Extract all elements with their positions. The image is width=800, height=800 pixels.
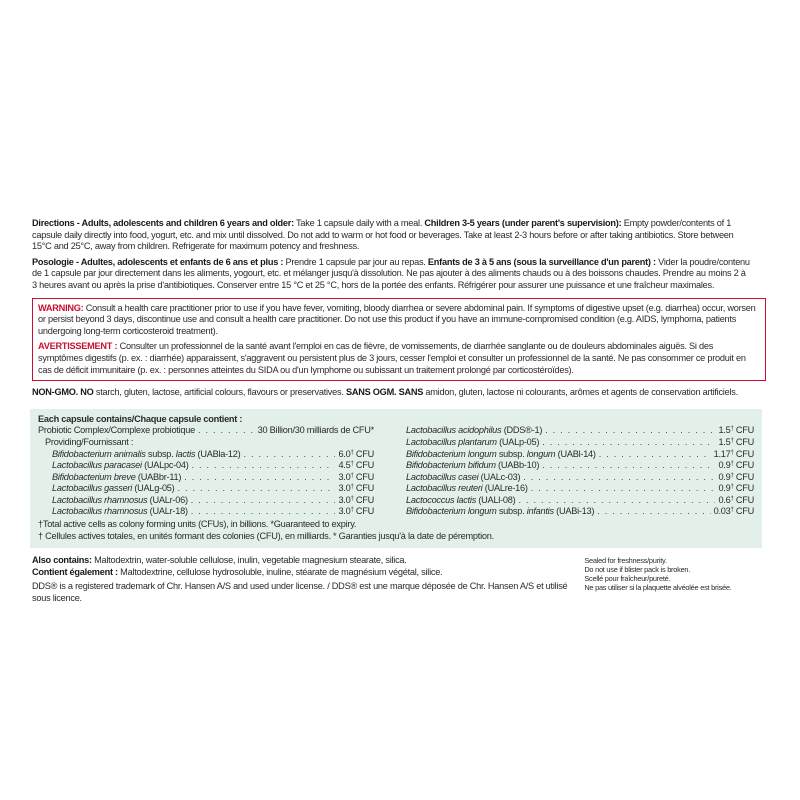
strain-name: Lactobacillus reuteri (UALre-16) [406, 483, 528, 494]
strain-name: Lactobacillus gasseri (UALg-05) [52, 483, 175, 494]
strain-row [38, 449, 374, 461]
leader-dots [198, 425, 255, 437]
strain-name: Lactobacillus acidophilus (DDS®-1) [406, 425, 543, 436]
directions-fr-children-heading: Enfants de 3 à 5 ans (sous la surveillance d'un parent) : [427, 256, 656, 267]
directions-fr-heading: Posologie - Adultes, adolescents et enfants de 6 ans et plus : [32, 256, 284, 267]
leader-dots [192, 460, 336, 472]
warning-fr: AVERTISSEMENT : Consulter un professionnel de la santé avant l'emploi en cas de fièvre, de vomissements, de diarrhée sanglante ou de douleurs abdominales aiguës. Si des symptômes digestifs (p. ex. : diarrhée) apparaissent, s'aggravent ou persistent plus de 3 jours, cesser l'emploi et consulter un professionnel de la santé. Ne pas consommer ce produit en cas de déficit immunitaire (p. ex. : personnes atteintes du SIDA ou d'un lymphome ou subissant un traitement prolongé par corticostéroïdes). [38, 341, 746, 375]
strain-row [38, 495, 374, 507]
ingredients-panel [30, 409, 762, 549]
strain-cfu: 1.17† CFU [713, 448, 754, 459]
directions-en-children-heading: Children 3-5 years (under parent's supervision): [424, 218, 622, 228]
providing-label: Providing/Fournissant : [45, 436, 134, 447]
leader-dots [545, 425, 715, 437]
strain-cfu: 3.0† CFU [338, 483, 374, 494]
warning-en: WARNING: Consult a health care practitioner prior to use if you have fever, vomiting, bloody diarrhea or severe abdominal pain. If symptoms of digestive upset (e.g. diarrhea) occur, worsen or persist beyond 3 days, discontinue use and consult a health care practitioner. Do not use this product if you have an immune-compromised condition (e.g. AIDS, lymphoma, patients undergoing long-term corticosteroid treatment). [38, 302, 756, 336]
strain-row [406, 425, 754, 437]
seal-notice: Sealed for freshness/purity. Do not use if blister pack is broken. Scellé pour fraîcheur/pureté. Ne pas utiliser si la plaquette alvéolée est brisée. [584, 556, 732, 592]
strain-row [406, 437, 754, 449]
leader-dots [531, 483, 716, 495]
footnote-en: †Total active cells as colony forming units (CFUs), in billions. *Guaranteed to expiry. [38, 519, 357, 530]
strain-cfu: 3.0† CFU [338, 506, 374, 517]
strain-name: Lactococcus lactis (UALl-08) [406, 494, 516, 505]
leader-dots [542, 460, 715, 472]
trademark-notice: DDS® is a registered trademark of Chr. Hansen A/S and used under license. / DDS® est une marque déposée de Chr. Hansen A/S et utilisé sous licence. [32, 581, 568, 604]
strain-name: Bifidobacterium longum subsp. infantis (UABi-13) [406, 506, 595, 517]
strain-cfu: 3.0† CFU [338, 494, 374, 505]
ingredients-heading: Each capsule contains/Chaque capsule contient : [38, 413, 243, 424]
leader-dots [597, 506, 710, 518]
strain-row [406, 495, 754, 507]
strain-cfu: 0.9† CFU [718, 460, 754, 471]
strain-cfu: 1.5† CFU [718, 436, 754, 447]
directions-en-heading: Directions - Adults, adolescents and children 6 years and older: [32, 218, 294, 228]
strain-cfu: 3.0† CFU [338, 471, 374, 482]
also-contains-fr: Contient également : Maltodextrine, cellulose hydrosoluble, inuline, stéarate de magnésium végétal, silice. [32, 566, 443, 577]
strain-name: Lactobacillus rhamnosus (UALr-06) [52, 494, 188, 505]
strain-row [406, 472, 754, 484]
strain-name: Lactobacillus rhamnosus (UALr-18) [52, 506, 188, 517]
strain-row [38, 506, 374, 518]
warning-box [32, 298, 766, 382]
non-gmo-statement: NON-GMO. NO starch, gluten, lactose, artificial colours, flavours or preservatives. SANS OGM. SANS amidon, gluten, lactose ni colourants, arômes et agents de conservation artificiels. [32, 387, 738, 398]
strain-cfu: 0.9† CFU [718, 483, 754, 494]
strain-row [406, 506, 754, 518]
leader-dots [518, 495, 715, 507]
leader-dots [599, 449, 711, 461]
warning-fr-title: AVERTISSEMENT : [38, 341, 118, 352]
strain-name: Bifidobacterium bifidum (UABb-10) [406, 460, 540, 471]
strain-row [38, 472, 374, 484]
strain-cfu: 0.03† CFU [713, 506, 754, 517]
strain-row [406, 460, 754, 472]
directions-en: Directions - Adults, adolescents and children 6 years and older: Take 1 capsule daily with a meal. Children 3-5 years (under parent's supervision): Empty powder/contents of 1 capsule daily directly into food, yogurt, etc. and mix until dissolved. Do not add to warm or hot food or beverages. Take at least 2-3 hours before or after taking antibiotics. Store between 15°C and 25°C, away from children. Refrigerate for maximum potency and freshness. [32, 218, 734, 252]
strain-cfu: 0.6† CFU [718, 494, 754, 505]
strain-name: Lactobacillus paracasei (UALpc-04) [52, 460, 189, 471]
strain-cfu: 6.0† CFU [338, 448, 374, 459]
leader-dots [184, 472, 335, 484]
ingredients-footnotes [38, 519, 754, 542]
leader-dots [177, 483, 335, 495]
strain-row [406, 449, 754, 461]
strain-name: Bifidobacterium breve (UABbr-11) [52, 471, 182, 482]
strain-cfu: 0.9† CFU [718, 471, 754, 482]
also-contains-en: Also contains: Maltodextrin, water-soluble cellulose, inulin, vegetable magnesium stearate, silica. [32, 555, 407, 566]
leader-dots [542, 437, 715, 449]
leader-dots [191, 506, 336, 518]
strain-name: Lactobacillus plantarum (UALp-05) [406, 436, 540, 447]
ingredients-left-column [38, 414, 374, 518]
leader-dots [523, 472, 715, 484]
strain-row [38, 460, 374, 472]
product-label [32, 218, 756, 605]
bottom-section [32, 555, 752, 604]
strain-name: Lactobacillus casei (UALc-03) [406, 471, 521, 482]
leader-dots [243, 449, 335, 461]
warning-en-title: WARNING: [38, 302, 84, 313]
strain-name: Bifidobacterium longum subsp. longum (UABl-14) [406, 448, 596, 459]
ingredients-right-column [406, 414, 754, 518]
strain-cfu: 1.5† CFU [718, 425, 754, 436]
directions-fr: Posologie - Adultes, adolescents et enfants de 6 ans et plus : Prendre 1 capsule par jour au repas. Enfants de 3 à 5 ans (sous la surveillance d'un parent) : Vider la poudre/contenu de 1 capsule par jour directement dans les aliments, yogourt, etc. et mélanger jusqu'à dissolution. Ne pas ajouter à des aliments chauds ou à des boissons chaudes. Prendre au moins 2 à 3 heures avant ou après la prise d'antibiotiques. Conserver entre 15 °C et 25 °C, hors de la portée des enfants. Réfrigérer pour assurer une puissance et une fraîcheur maximales. [32, 256, 750, 290]
footnote-fr: † Cellules actives totales, en unités formant des colonies (CFU), en milliards. * Garanties jusqu'à la date de péremption. [38, 530, 494, 541]
leader-dots [191, 495, 336, 507]
probiotic-complex-row: Probiotic Complex/Complexe probiotique . . . 30 Billion/30 milliards de CFU* [38, 425, 374, 437]
strain-name: Bifidobacterium animalis subsp. lactis (UABla-12) [52, 448, 241, 459]
strain-row [406, 483, 754, 495]
strain-cfu: 4.5† CFU [338, 460, 374, 471]
strain-row [38, 483, 374, 495]
